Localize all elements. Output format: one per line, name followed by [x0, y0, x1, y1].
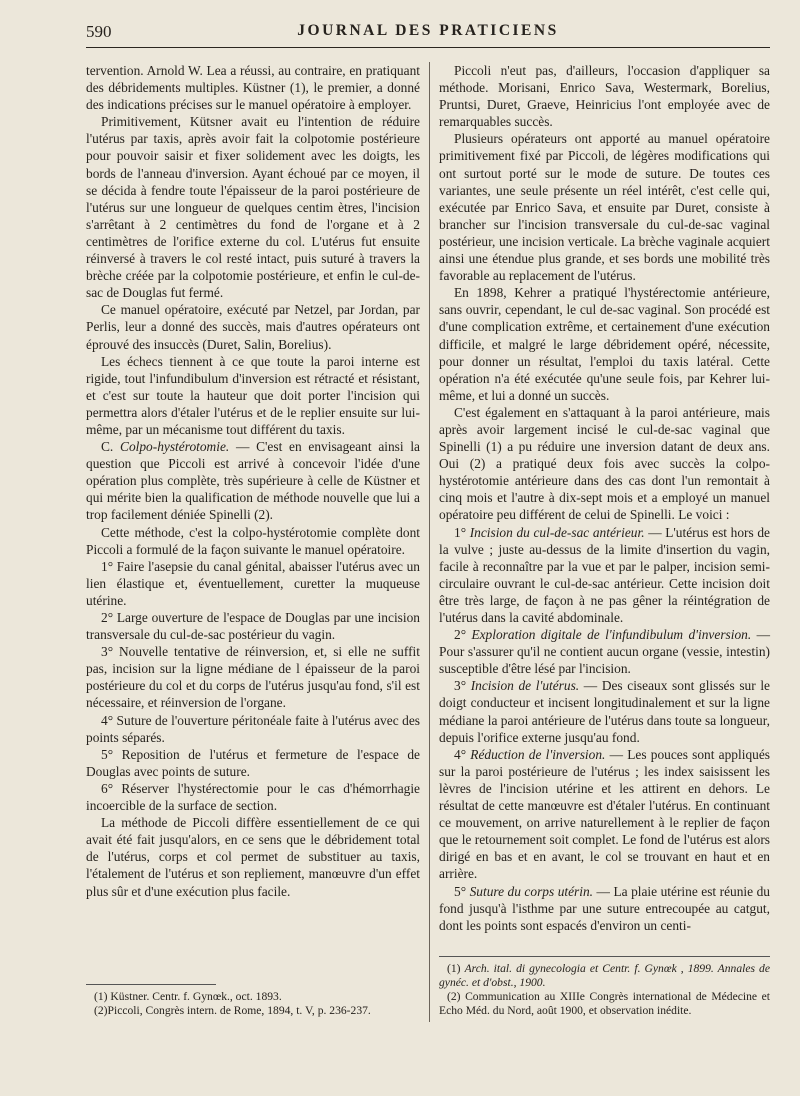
paragraph: En 1898, Kehrer a pratiqué l'hystérectomie antérieure, sans ouvrir, cependant, le cul de-sac vaginal. Son procédé est d'une complication extrême, et certainement d'une exécution difficile, et malgré le large débridement opéré, nécessite, pour donner un résultat, l'emploi du taxis latéral. Cette opération n'a été exécutée qu'une seule fois, par Kehrer lui-même, et lui a donné un succès. [439, 285, 770, 403]
step-text: — L'utérus est hors de la vulve ; juste au-dessus de la limite d'insertion du vagin, facile à reconnaître par la vue et par le palper, incision semi-circulaire ouvrant le cul-de-sac antérieur. Cette incision doit être très large, de façon à ne pas gêner la réintégration de l'utérus dans la cavité abdominale. [439, 524, 770, 625]
left-footnotes [86, 990, 420, 1018]
footnote-rule [439, 956, 770, 957]
section-letter: C. [101, 439, 114, 455]
footnote: (1) Küstner. Centr. f. Gynœk., oct. 1893. [94, 990, 282, 1003]
section-text: — C'est en envisageant ainsi la question que Piccoli est arrivé à concevoir l'idée d'une opération plus complète, très supérieure à celle de Küstner et qui mérite bien la qualification de méthode nouvelle que lui a trop facilement déniée Spinelli (2). [86, 439, 420, 523]
step-title: Exploration digitale de l'infundibulum d'inversion. [471, 627, 752, 643]
paragraph: La méthode de Piccoli diffère essentiellement de ce qui avait été fait jusqu'alors, en ce sens que le débridement total de l'utérus, corps et col permet de substituer au taxis, l'étalement de l'utérus et son repliement, manœuvre d'un effet plus sûr et d'une exécution plus facile. [86, 815, 420, 899]
procedure-step [439, 677, 770, 745]
step-text: — La plaie utérine est réunie du fond jusqu'à l'isthme par une suture entrecoupée au catgut, dont les points sont espacés d'environ un centi- [439, 883, 770, 933]
step-title: Incision du cul-de-sac antérieur. [469, 524, 645, 540]
procedure-step [439, 524, 770, 627]
procedure-step: 1° Faire l'asepsie du canal génital, abaisser l'utérus avec un lien élastique et, éventuellement, curetter la muqueuse utérine. [86, 558, 420, 608]
procedure-step: 4° Suture de l'ouverture péritonéale faite à l'utérus avec des points séparés. [86, 712, 420, 745]
footnote-citation: Arch. ital. di gynecologia et Centr. f. Gynœk , 1899. Annales de gynéc. et d'obst., 1900. [439, 962, 770, 989]
running-title: JOURNAL DES PRATICIENS [297, 22, 559, 39]
footnote [439, 962, 770, 990]
footnote-rule [86, 984, 216, 985]
step-number: 2° [454, 627, 467, 643]
procedure-step: 2° Large ouverture de l'espace de Douglas par une incision transversale du cul-de-sac postérieur du vagin. [86, 610, 420, 643]
right-footnotes [439, 962, 770, 1018]
right-column [439, 62, 770, 934]
footnote: (2) Communication au XIIIe Congrès international de Médecine et Echo Méd. du Nord, août 1900, et observation inédite. [439, 990, 770, 1017]
section-title: Colpo-hystérotomie. [120, 439, 230, 455]
procedure-step: 5° Reposition de l'utérus et fermeture de l'espace de Douglas avec points de suture. [86, 746, 420, 779]
column-divider [429, 62, 430, 1022]
step-title: Incision de l'utérus. [470, 678, 580, 694]
step-text: — Les pouces sont appliqués sur la paroi postérieure de l'utérus ; les index saisissent les lèvres de l'incision utérine et les attirent en dehors. Le résultat de cette manœuvre est d'étaler l'utérus. En continuant ce mouvement, on arrive naturellement à le replier de façon que le retournement soit complet. Le fond de l'utérus est alors dirigé en bas et en avant, le col se trouvant en haut et en arrière. [439, 746, 770, 882]
page-number: 590 [86, 22, 112, 41]
paragraph: Plusieurs opérateurs ont apporté au manuel opératoire primitivement fixé par Piccoli, de légères modifications qui ont surtout porté sur le mode de suture. De toutes ces variantes, une seule présente un réel intérêt, c'est celle qui, exécutée par Enrico Sava, et ensuite par Duret, consiste à brancher sur l'incision transversale du cul-de-sac vaginal postérieur, une incision verticale. La brèche vaginale acquiert ainsi une étendue plus grande, et ses bords une mobilité très favorable au replacement de l'utérus. [439, 131, 770, 284]
procedure-step: 3° Nouvelle tentative de réinversion, et, si elle ne suffit pas, incision sur la ligne médiane de l épaisseur de la paroi postérieure du col et du corps de l'utérus jusqu'au fond, s'il est nécessaire, et réinversion de l'organe. [86, 644, 420, 711]
left-column [86, 62, 420, 900]
step-text: — Pour s'assurer qu'il ne contient aucun organe (vessie, intestin) susceptible d'être lésé par l'incision. [439, 627, 770, 677]
procedure-step [439, 746, 770, 883]
step-number: 1° [454, 524, 467, 540]
step-title: Suture du corps utérin. [469, 883, 594, 899]
procedure-step [439, 883, 770, 934]
footnote-marker: (1) [447, 962, 461, 975]
paragraph: C'est également en s'attaquant à la paroi antérieure, mais après avoir largement incisé le cul-de-sac vaginal que Spinelli (1) a pu réduire une inversion datant de deux ans. Oui (2) a pratiqué deux fois avec succès la colpo-hystérotomie antérieure dans des cas dont l'un remontait à cinq mois et l'autre à dix-sept mois et a employé un manuel opératoire peu différent de celui de Spinelli. Le voici : [439, 404, 770, 523]
procedure-step: 6° Réserver l'hystérectomie pour le cas d'hémorrhagie incoercible de la surface de section. [86, 780, 420, 814]
step-number: 5° [454, 883, 467, 899]
header-rule [86, 47, 770, 48]
paragraph: Piccoli n'eut pas, d'ailleurs, l'occasion d'appliquer sa méthode. Morisani, Enrico Sava, Westermark, Borelius, Pruntsi, Duret, Graeve, Heinricius l'ont employée avec de remarquables succès. [439, 63, 770, 130]
section-paragraph [86, 438, 420, 523]
page-header [86, 20, 770, 44]
step-title: Réduction de l'inversion. [470, 746, 606, 762]
paragraph: Cette méthode, c'est la colpo-hystérotomie complète dont Piccoli a formulé de la façon suivante le manuel opératoire. [86, 524, 420, 557]
paragraph: Les échecs tiennent à ce que toute la paroi interne est rigide, tout l'infundibulum d'inversion est rétracté et résistant, et c'est sur toute la hauteur que doit porter l'incision qui permettra alors d'étaler l'utérus et de le replier ensuite sur lui-même, par un mécanisme tout différent du taxis. [86, 353, 420, 437]
paragraph: Primitivement, Kütsner avait eu l'intention de réduire l'utérus par taxis, après avoir fait la colpotomie postérieure pour pouvoir saisir et fixer solidement avec les doigts, les bords de l'anneau d'inversion. Ayant échoué par ce moyen, il se décida à fendre toute l'épaisseur de la paroi postérieure de l'utérus sur une longueur de quelques centim ètres, l'incision s'arrêtant à 2 centimètres du fond de l'organe et à 2 centimètres de l'orifice externe du col. L'utérus fut ensuite réinversé à travers le col resté intact, puis suturé à travers la brèche créée par la colpotomie postérieure, et enfin le cul-de-sac de Douglas fut fermé. [86, 114, 420, 301]
step-text: — Des ciseaux sont glissés sur le doigt conducteur et incisent longitudinalement et sur la ligne médiane la paroi antérieure de l'utérus dans toute sa longueur, depuis l'orifice externe jusqu'au fond. [439, 678, 770, 745]
step-number: 4° [454, 746, 467, 762]
paragraph: Ce manuel opératoire, exécuté par Netzel, par Jordan, par Perlis, leur a donné des succès, mais d'autres opérateurs ont éprouvé des insuccès (Duret, Salin, Borelius). [86, 302, 420, 352]
paragraph: tervention. Arnold W. Lea a réussi, au contraire, en pratiquant des débridements multiples. Küstner (1), le premier, a donné des indications précises sur le manuel opératoire à employer. [86, 63, 420, 113]
step-number: 3° [454, 678, 467, 694]
footnote: (2)Piccoli, Congrès intern. de Rome, 1894, t. V, p. 236-237. [94, 1004, 371, 1017]
procedure-step [439, 626, 770, 677]
